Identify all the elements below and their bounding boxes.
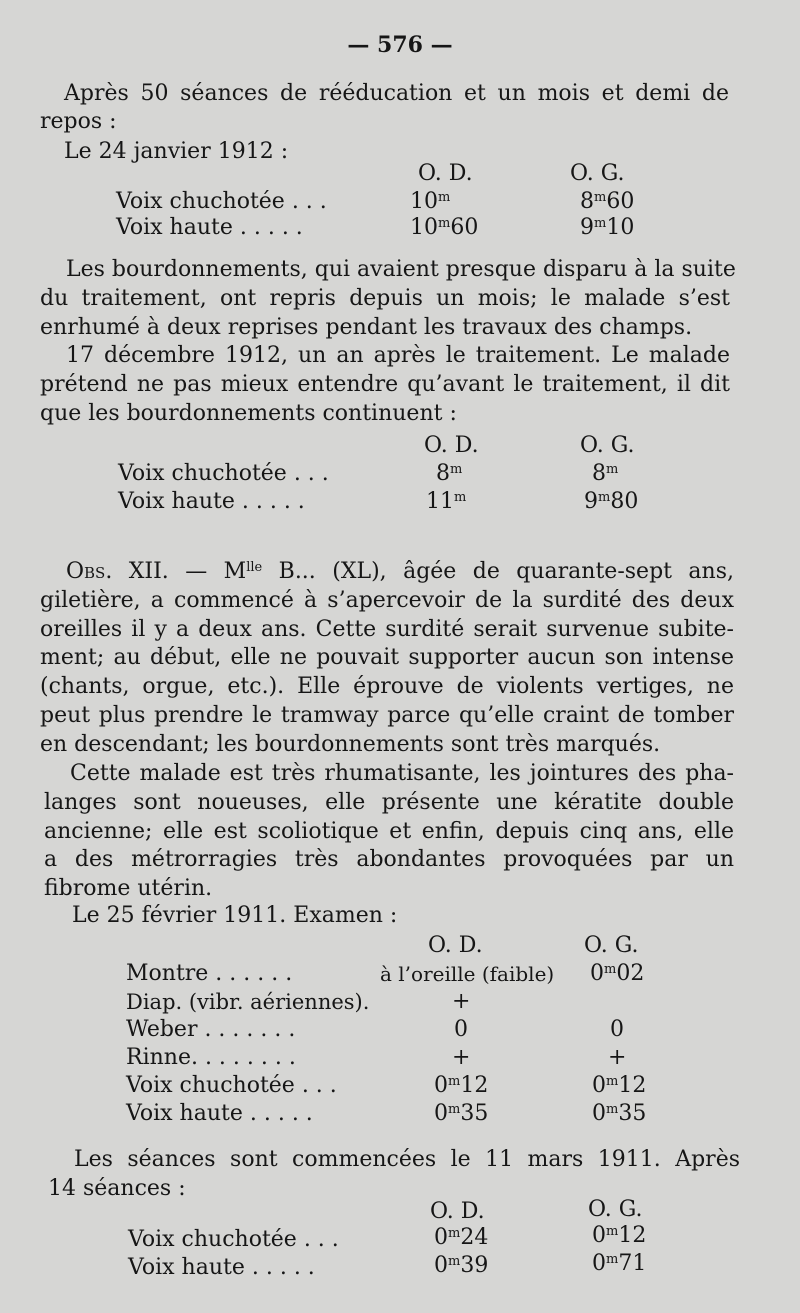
column-header-od: O. D. <box>428 933 483 958</box>
row-label: Voix haute . . . . . <box>118 489 305 514</box>
value-od: + <box>452 989 471 1014</box>
text-line: repos : <box>40 109 117 134</box>
row-label: Diap. (vibr. aériennes). <box>126 990 370 1014</box>
value-od: + <box>452 1045 471 1070</box>
observation-paragraph <box>40 558 734 760</box>
text-line: 17 décembre 1912, un an après le traitement. Le malade <box>66 343 730 368</box>
value-od: 0 <box>454 1017 468 1042</box>
column-header-od: O. D. <box>430 1199 485 1224</box>
value-og: + <box>608 1045 627 1070</box>
text-line: ment; au début, elle ne pouvait supporter aucun son intense <box>40 645 734 671</box>
value-og: 8$^m$ <box>592 461 619 486</box>
value-og: 8$^m$60 <box>580 189 635 214</box>
value-og: 0$^m$02 <box>590 961 645 986</box>
text-line: 14 séances : <box>48 1175 186 1201</box>
text-line: fibrome utérin. <box>44 876 213 902</box>
value-od: 8$^m$ <box>436 461 463 486</box>
column-header-od: O. D. <box>418 161 473 186</box>
text-line: Cette malade est très rhumatisante, les jointures des pha- <box>70 761 734 786</box>
text-line: prétend ne pas mieux entendre qu’avant le traitement, il dit <box>40 371 730 397</box>
date-line: Le 25 février 1911. Examen : <box>72 903 398 928</box>
value-od: 10$^m$60 <box>410 215 479 240</box>
text-line: enrhumé à deux reprises pendant les travaux des champs. <box>40 314 693 340</box>
column-header-og: O. G. <box>580 433 635 458</box>
text-line: du traitement, ont repris depuis un mois; le malade s’est <box>40 285 730 311</box>
text-line: (chants, orgue, etc.). Elle éprouve de violents vertiges, ne <box>40 674 734 700</box>
page-number: — 576 — <box>347 32 453 58</box>
column-header-od: O. D. <box>424 433 479 458</box>
paragraph <box>40 256 736 342</box>
observation-heading: Obs. XII. <box>66 559 169 584</box>
text-line: que les bourdonnements continuent : <box>40 400 457 426</box>
row-label: Rinne. . . . . . . . <box>126 1045 296 1070</box>
text-line: en descendant; les bourdonnements sont très marqués. <box>40 731 661 757</box>
value-od: 0$^m$12 <box>434 1073 489 1098</box>
column-header-og: O. G. <box>588 1197 643 1222</box>
text-line: Après 50 séances de rééducation et un mois et demi de <box>64 81 729 106</box>
row-label: Voix haute . . . . . <box>126 1101 313 1126</box>
paragraph <box>44 760 734 904</box>
row-label: Voix haute . . . . . <box>116 215 303 240</box>
value-od: à l’oreille (faible) <box>380 962 555 986</box>
text-line: giletière, a commencé à s’apercevoir de la surdité des deux <box>40 587 734 613</box>
column-header-og: O. G. <box>584 933 639 958</box>
value-og: 9$^m$80 <box>584 489 639 514</box>
value-og: 0 <box>610 1017 624 1042</box>
text-line: a des métrorragies très abondantes provoquées par un <box>44 847 734 873</box>
text-line: ancienne; elle est scoliotique et enfin, depuis cinq ans, elle <box>44 818 734 844</box>
value-od: 0$^m$24 <box>434 1225 489 1250</box>
value-og: 0$^m$35 <box>592 1101 647 1126</box>
row-label: Montre . . . . . . <box>126 961 293 986</box>
date-line: Le 24 janvier 1912 : <box>64 139 289 164</box>
text-line: oreilles il y a deux ans. Cette surdité serait survenue subite- <box>40 616 734 642</box>
value-od: 0$^m$35 <box>434 1101 489 1126</box>
paragraph <box>48 1146 740 1204</box>
intro-paragraph <box>64 80 729 109</box>
paragraph <box>40 342 730 428</box>
row-label: Voix haute . . . . . <box>128 1255 315 1280</box>
value-og: 0$^m$12 <box>592 1223 647 1248</box>
text-line: langes sont noueuses, elle présente une kératite double <box>44 789 734 815</box>
row-label: Voix chuchotée . . . <box>118 461 329 486</box>
row-label: Voix chuchotée . . . <box>128 1227 339 1252</box>
value-od: 10$^m$ <box>410 189 451 214</box>
value-od: 11$^m$ <box>426 489 467 514</box>
text-line: peut plus prendre le tramway parce qu’elle craint de tomber <box>40 702 734 728</box>
row-label: Weber . . . . . . . <box>126 1017 296 1042</box>
row-label: Voix chuchotée . . . <box>126 1073 337 1098</box>
value-od: 0$^m$39 <box>434 1253 489 1278</box>
text-line: Obs. XII. — $M^{lle}$ B... (XL), âgée de quarante-sept ans, <box>66 559 734 584</box>
row-label: Voix chuchotée . . . <box>116 189 327 214</box>
text-line: Les bourdonnements, qui avaient presque disparu à la suite <box>66 257 736 282</box>
text-line: Les séances sont commencées le 11 mars 1911. Après <box>74 1147 740 1172</box>
value-og: 0$^m$12 <box>592 1073 647 1098</box>
value-og: 9$^m$10 <box>580 215 635 240</box>
value-og: 0$^m$71 <box>592 1251 647 1276</box>
column-header-og: O. G. <box>570 161 625 186</box>
